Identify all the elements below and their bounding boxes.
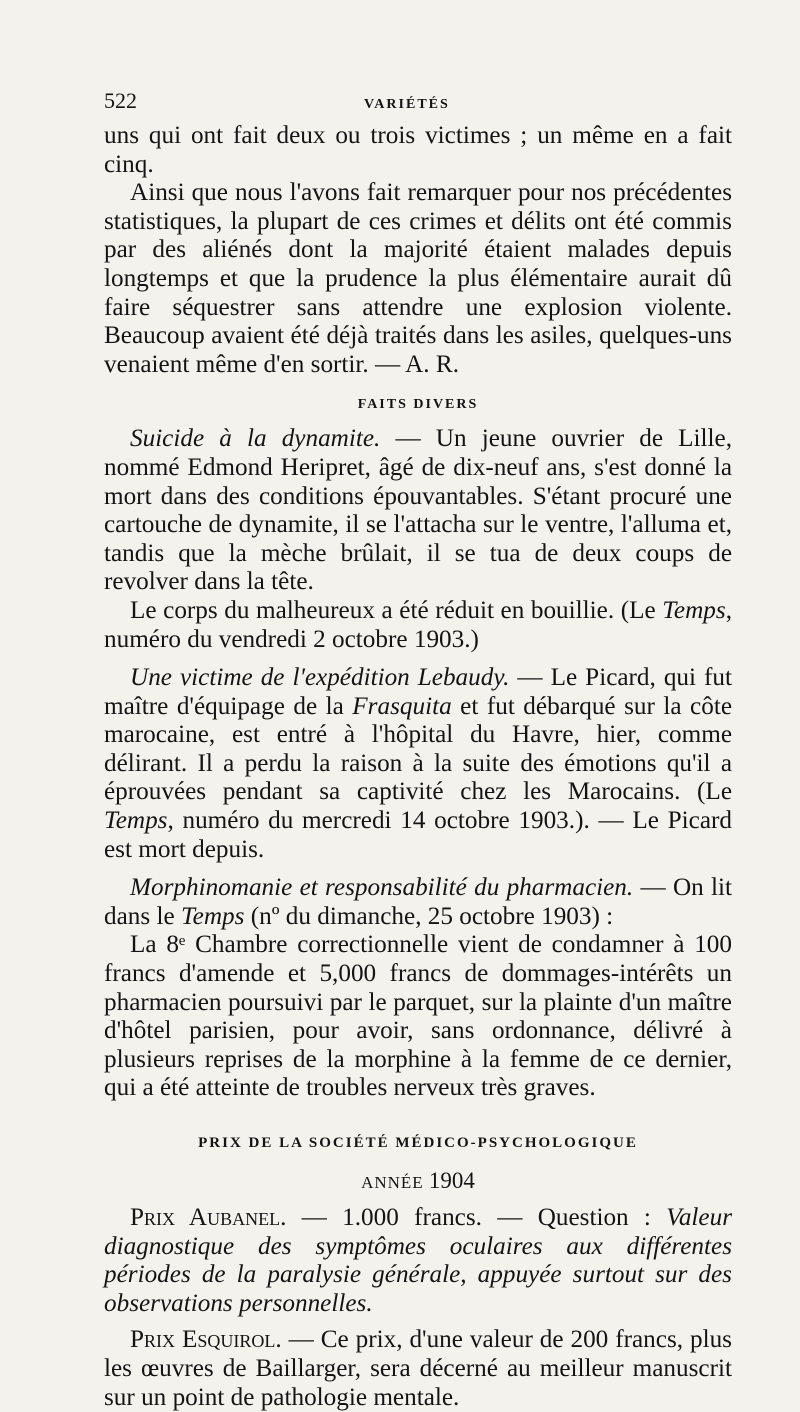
news-text: , numéro du vendredi 2 octobre 1903.) [104, 596, 732, 653]
newspaper-name: Temps [662, 596, 726, 624]
ship-name: Frasquita [352, 692, 452, 720]
news-heading: Morphinomanie et responsabilité du pharmacien. [130, 874, 634, 902]
news-text: Le corps du malheureux a été réduit en bouillie. (Le [130, 596, 663, 624]
news-text: (nº du dimanche, 25 octobre 1903) : [244, 902, 614, 930]
prize-question: Valeur diagnostique des symptômes oculaires aux différentes périodes de la paralysie générale, appuyée surtout sur des observations personnelles. [104, 1204, 732, 1317]
prize-name: Prix Esquirol. [130, 1326, 282, 1354]
news-heading: Une victime de l'expédition Lebaudy. [130, 664, 510, 692]
news-text: et fut débarqué sur la côte marocaine, est entré à l'hôpital du Havre, hier, comme délirant. Il a perdu la raison à la suite des émotions qu'il a éprouvées pendant sa captivité chez les Marocains. (Le [104, 692, 732, 806]
news-heading: Suicide à la dynamite. [130, 425, 381, 453]
newspaper-name: Temps [180, 902, 245, 930]
prize-esquirol [104, 1326, 732, 1412]
year-value: 1904 [428, 1168, 475, 1193]
news-text: — On lit dans le [104, 874, 733, 930]
year-label: ANNÉE [361, 1173, 424, 1192]
prize-name: Prix Aubanel. [130, 1204, 287, 1231]
news-text: — Le Picard, qui fut maître d'équipage de la [104, 664, 732, 720]
news-item-dynamite-source [104, 597, 732, 654]
news-item-dynamite [104, 425, 732, 597]
prize-text: — 1.000 francs. — Question : [286, 1204, 667, 1231]
newspaper-name: Temps [104, 807, 168, 835]
page-number: 522 [104, 88, 137, 113]
year-title [104, 1168, 732, 1194]
running-head [104, 88, 732, 114]
news-item-morphinomanie-body: La 8ᵉ Chambre correctionnelle vient de condamner à 100 francs d'amende et 5,000 francs de dommages-intérêts un pharmacien poursuivi par le parquet, sur la plainte d'un maître d'hôtel parisien, pour avoir, sans ordonnance, délivré à plusieurs reprises de la morphine à la femme de ce dernier, qui a été atteinte de troubles nerveux très graves. [104, 931, 732, 1102]
running-title: VARIÉTÉS [364, 97, 450, 112]
prize-text: — Ce prix, d'une valeur de 200 francs, plus les œuvres de Baillarger, sera décerné au meilleur manuscrit sur un point de pathologie mentale. [104, 1326, 732, 1411]
intro-continuation: uns qui ont fait deux ou trois victimes ; un même en a fait cinq. [104, 122, 732, 178]
news-item-lebaudy [104, 664, 732, 864]
news-text: — Un jeune ouvrier de Lille, nommé Edmond Heripret, âgé de dix-neuf ans, s'est donné la mort dans des conditions épouvantables. S'étant procuré une cartouche de dynamite, il se l'attacha sur le ventre, l'alluma et, tandis que la mèche brûlait, il se tua de deux coups de revolver dans la tête. [104, 425, 732, 596]
news-text: , numéro du mercredi 14 octobre 1903.). — Le Picard est mort depuis. [104, 807, 732, 863]
section-title-faits-divers: FAITS DIVERS [357, 397, 479, 413]
prize-aubanel [104, 1204, 732, 1318]
intro-paragraph: Ainsi que nous l'avons fait remarquer pour nos précédentes statistiques, la plupart de ces crimes et délits ont été commis par des aliénés dont la majorité étaient malades depuis longtemps et que la prudence la plus élémentaire aurait dû faire séquestrer sans attendre une explosion violente. Beaucoup avaient été déjà traités dans les asiles, quelques-uns venaient même d'en sortir. — A. R. [104, 179, 732, 378]
news-item-morphinomanie [104, 874, 732, 931]
section-title-prix: PRIX DE LA SOCIÉTÉ MÉDICO-PSYCHOLOGIQUE [198, 1135, 638, 1151]
